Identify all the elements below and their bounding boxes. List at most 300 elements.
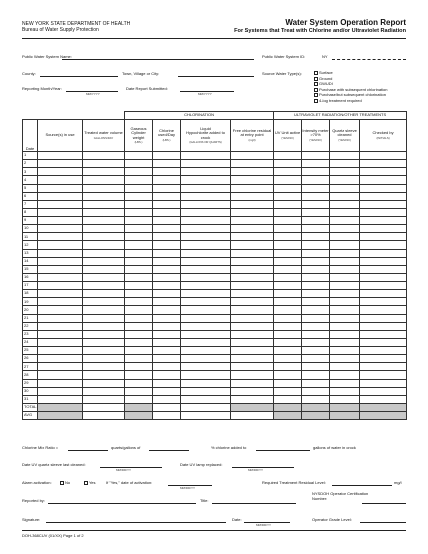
table-cell[interactable] — [181, 200, 231, 208]
table-cell[interactable] — [231, 355, 274, 363]
table-cell[interactable] — [125, 395, 153, 403]
title-field[interactable] — [212, 503, 296, 504]
table-cell[interactable] — [83, 322, 125, 330]
table-cell[interactable] — [153, 371, 181, 379]
lamp-date-field[interactable] — [232, 467, 294, 468]
table-cell[interactable] — [330, 192, 360, 200]
table-cell[interactable] — [360, 192, 407, 200]
table-cell[interactable] — [153, 355, 181, 363]
table-cell[interactable] — [231, 387, 274, 395]
table-cell[interactable] — [330, 282, 360, 290]
table-cell[interactable] — [302, 355, 330, 363]
checkbox-icon[interactable] — [314, 99, 318, 103]
table-cell[interactable] — [83, 355, 125, 363]
table-cell[interactable] — [83, 282, 125, 290]
table-cell[interactable] — [360, 265, 407, 273]
source-type-ground[interactable]: Ground — [314, 76, 388, 82]
table-cell[interactable] — [125, 208, 153, 216]
checkbox-icon[interactable] — [314, 71, 318, 75]
table-cell[interactable] — [330, 257, 360, 265]
table-cell[interactable] — [302, 241, 330, 249]
table-cell[interactable] — [330, 273, 360, 281]
table-cell[interactable] — [274, 184, 302, 192]
table-cell[interactable] — [360, 217, 407, 225]
system-name-field[interactable] — [62, 59, 254, 60]
checkbox-icon[interactable] — [60, 481, 64, 485]
table-cell[interactable] — [274, 217, 302, 225]
table-cell[interactable] — [83, 217, 125, 225]
table-cell[interactable] — [302, 282, 330, 290]
table-cell[interactable] — [83, 273, 125, 281]
table-cell[interactable] — [83, 371, 125, 379]
table-cell[interactable] — [38, 233, 83, 241]
table-cell[interactable] — [125, 314, 153, 322]
table-cell[interactable] — [231, 338, 274, 346]
table-cell[interactable] — [231, 347, 274, 355]
table-cell[interactable] — [360, 273, 407, 281]
table-cell[interactable] — [181, 192, 231, 200]
table-cell[interactable] — [231, 265, 274, 273]
table-cell[interactable] — [181, 225, 231, 233]
table-cell[interactable] — [302, 225, 330, 233]
table-cell[interactable] — [330, 306, 360, 314]
table-cell[interactable] — [153, 282, 181, 290]
table-cell[interactable] — [231, 184, 274, 192]
alarm-yes-option[interactable]: Yes — [84, 480, 96, 485]
table-cell[interactable] — [360, 298, 407, 306]
table-cell[interactable] — [274, 273, 302, 281]
table-cell[interactable] — [181, 338, 231, 346]
table-cell[interactable] — [83, 330, 125, 338]
table-cell[interactable] — [330, 184, 360, 192]
table-cell[interactable] — [153, 322, 181, 330]
table-cell[interactable] — [181, 290, 231, 298]
table-cell[interactable] — [38, 200, 83, 208]
table-cell[interactable] — [330, 200, 360, 208]
table-cell[interactable] — [231, 152, 274, 160]
quartz-date-field[interactable] — [100, 467, 162, 468]
table-cell[interactable] — [231, 225, 274, 233]
table-cell[interactable] — [330, 249, 360, 257]
table-cell[interactable] — [125, 192, 153, 200]
table-cell[interactable] — [83, 233, 125, 241]
county-field[interactable] — [40, 76, 118, 77]
table-cell[interactable] — [302, 160, 330, 168]
table-cell[interactable] — [360, 160, 407, 168]
table-cell[interactable] — [231, 306, 274, 314]
table-cell[interactable] — [181, 273, 231, 281]
table-cell[interactable] — [153, 363, 181, 371]
table-cell[interactable] — [231, 160, 274, 168]
table-cell[interactable] — [274, 225, 302, 233]
table-cell[interactable] — [302, 265, 330, 273]
system-id-field[interactable] — [332, 59, 406, 60]
table-cell[interactable] — [231, 217, 274, 225]
table-cell[interactable] — [360, 257, 407, 265]
table-cell[interactable] — [302, 200, 330, 208]
table-cell[interactable] — [153, 152, 181, 160]
table-cell[interactable] — [231, 290, 274, 298]
table-cell[interactable] — [38, 290, 83, 298]
table-cell[interactable] — [302, 395, 330, 403]
table-cell[interactable] — [274, 395, 302, 403]
table-cell[interactable] — [302, 338, 330, 346]
table-cell[interactable] — [125, 184, 153, 192]
table-cell[interactable] — [38, 217, 83, 225]
table-cell[interactable] — [83, 306, 125, 314]
table-cell[interactable] — [330, 322, 360, 330]
table-cell[interactable] — [274, 338, 302, 346]
table-cell[interactable] — [125, 273, 153, 281]
grade-field[interactable] — [360, 522, 406, 523]
table-cell[interactable] — [125, 152, 153, 160]
table-cell[interactable] — [274, 152, 302, 160]
table-cell[interactable] — [83, 208, 125, 216]
table-cell[interactable] — [360, 290, 407, 298]
table-cell[interactable] — [125, 217, 153, 225]
checkbox-icon[interactable] — [314, 77, 318, 81]
table-cell[interactable] — [83, 395, 125, 403]
table-cell[interactable] — [274, 249, 302, 257]
table-cell[interactable] — [330, 371, 360, 379]
table-cell[interactable] — [38, 160, 83, 168]
table-cell[interactable] — [274, 192, 302, 200]
table-cell[interactable] — [125, 176, 153, 184]
table-cell[interactable] — [153, 241, 181, 249]
table-cell[interactable] — [231, 363, 274, 371]
table-cell[interactable] — [38, 371, 83, 379]
table-cell[interactable] — [360, 338, 407, 346]
table-cell[interactable] — [153, 395, 181, 403]
table-cell[interactable] — [360, 379, 407, 387]
table-cell[interactable] — [38, 322, 83, 330]
residual-field[interactable] — [332, 485, 392, 486]
table-cell[interactable] — [231, 330, 274, 338]
table-cell[interactable] — [153, 200, 181, 208]
table-cell[interactable] — [83, 168, 125, 176]
table-cell[interactable] — [181, 371, 231, 379]
table-cell[interactable] — [231, 257, 274, 265]
table-cell[interactable] — [153, 290, 181, 298]
table-cell[interactable] — [181, 160, 231, 168]
table-cell[interactable] — [38, 152, 83, 160]
table-cell[interactable] — [330, 314, 360, 322]
table-cell[interactable] — [38, 379, 83, 387]
table-cell[interactable] — [38, 192, 83, 200]
checkbox-icon[interactable] — [314, 88, 318, 92]
table-cell[interactable] — [274, 160, 302, 168]
table-cell[interactable] — [181, 314, 231, 322]
town-field[interactable] — [178, 76, 254, 77]
table-cell[interactable] — [181, 265, 231, 273]
table-cell[interactable] — [153, 387, 181, 395]
table-cell[interactable] — [360, 152, 407, 160]
table-cell[interactable] — [330, 290, 360, 298]
table-cell[interactable] — [302, 249, 330, 257]
table-cell[interactable] — [83, 363, 125, 371]
table-cell[interactable] — [125, 282, 153, 290]
table-cell[interactable] — [83, 265, 125, 273]
table-cell[interactable] — [181, 249, 231, 257]
table-cell[interactable] — [181, 233, 231, 241]
table-cell[interactable] — [181, 363, 231, 371]
table-cell[interactable] — [231, 298, 274, 306]
table-cell[interactable] — [360, 355, 407, 363]
table-cell[interactable] — [125, 168, 153, 176]
table-cell[interactable] — [302, 217, 330, 225]
table-cell[interactable] — [360, 225, 407, 233]
table-cell[interactable] — [274, 265, 302, 273]
table-cell[interactable] — [330, 208, 360, 216]
table-cell[interactable] — [38, 330, 83, 338]
table-cell[interactable] — [38, 306, 83, 314]
table-cell[interactable] — [330, 355, 360, 363]
signature-field[interactable] — [46, 522, 226, 523]
table-cell[interactable] — [153, 168, 181, 176]
table-cell[interactable] — [153, 225, 181, 233]
table-cell[interactable] — [302, 347, 330, 355]
table-cell[interactable] — [153, 233, 181, 241]
table-cell[interactable] — [360, 371, 407, 379]
table-cell[interactable] — [360, 241, 407, 249]
checkbox-icon[interactable] — [84, 481, 88, 485]
table-cell[interactable] — [125, 265, 153, 273]
table-cell[interactable] — [38, 265, 83, 273]
table-cell[interactable] — [360, 347, 407, 355]
source-type-gwudi[interactable]: GWUDI — [314, 81, 388, 87]
table-cell[interactable] — [360, 282, 407, 290]
table-cell[interactable] — [181, 168, 231, 176]
table-cell[interactable] — [181, 395, 231, 403]
table-cell[interactable] — [83, 347, 125, 355]
table-cell[interactable] — [125, 363, 153, 371]
table-cell[interactable] — [360, 387, 407, 395]
table-cell[interactable] — [181, 347, 231, 355]
table-cell[interactable] — [302, 152, 330, 160]
table-cell[interactable] — [125, 233, 153, 241]
table-cell[interactable] — [125, 330, 153, 338]
table-cell[interactable] — [231, 282, 274, 290]
table-cell[interactable] — [274, 176, 302, 184]
table-cell[interactable] — [330, 298, 360, 306]
table-cell[interactable] — [153, 379, 181, 387]
table-cell[interactable] — [330, 241, 360, 249]
table-cell[interactable] — [83, 257, 125, 265]
table-cell[interactable] — [360, 330, 407, 338]
table-cell[interactable] — [302, 314, 330, 322]
table-cell[interactable] — [153, 160, 181, 168]
table-cell[interactable] — [274, 387, 302, 395]
table-cell[interactable] — [302, 298, 330, 306]
table-cell[interactable] — [231, 395, 274, 403]
reported-by-field[interactable] — [48, 503, 196, 504]
table-cell[interactable] — [360, 363, 407, 371]
table-cell[interactable] — [231, 314, 274, 322]
source-type-surface[interactable]: Surface — [314, 70, 388, 76]
table-cell[interactable] — [360, 184, 407, 192]
table-cell[interactable] — [231, 273, 274, 281]
table-cell[interactable] — [274, 314, 302, 322]
table-cell[interactable] — [360, 314, 407, 322]
table-cell[interactable] — [181, 184, 231, 192]
table-cell[interactable] — [181, 257, 231, 265]
table-cell[interactable] — [302, 290, 330, 298]
table-cell[interactable] — [125, 200, 153, 208]
table-cell[interactable] — [181, 387, 231, 395]
table-cell[interactable] — [330, 176, 360, 184]
source-type-4log[interactable]: 4-log treatment required — [314, 98, 388, 104]
table-cell[interactable] — [302, 192, 330, 200]
table-cell[interactable] — [360, 395, 407, 403]
table-cell[interactable] — [274, 241, 302, 249]
table-cell[interactable] — [125, 249, 153, 257]
table-cell[interactable] — [83, 338, 125, 346]
table-cell[interactable] — [274, 257, 302, 265]
table-cell[interactable] — [330, 363, 360, 371]
table-cell[interactable] — [231, 249, 274, 257]
table-cell[interactable] — [181, 241, 231, 249]
alarm-no-option[interactable]: No — [60, 480, 70, 485]
table-cell[interactable] — [360, 168, 407, 176]
table-cell[interactable] — [302, 306, 330, 314]
table-cell[interactable] — [38, 176, 83, 184]
source-type-purchase-but[interactable]: Purchase/but subsequent chlorination — [314, 92, 388, 98]
table-cell[interactable] — [231, 322, 274, 330]
table-cell[interactable] — [125, 225, 153, 233]
table-cell[interactable] — [38, 282, 83, 290]
table-cell[interactable] — [181, 379, 231, 387]
table-cell[interactable] — [38, 355, 83, 363]
table-cell[interactable] — [181, 217, 231, 225]
table-cell[interactable] — [360, 208, 407, 216]
table-cell[interactable] — [302, 233, 330, 241]
table-cell[interactable] — [330, 168, 360, 176]
table-cell[interactable] — [38, 249, 83, 257]
table-cell[interactable] — [231, 176, 274, 184]
table-cell[interactable] — [274, 371, 302, 379]
table-cell[interactable] — [38, 168, 83, 176]
table-cell[interactable] — [274, 298, 302, 306]
table-cell[interactable] — [153, 265, 181, 273]
table-cell[interactable] — [83, 387, 125, 395]
table-cell[interactable] — [330, 233, 360, 241]
table-cell[interactable] — [302, 257, 330, 265]
table-cell[interactable] — [330, 347, 360, 355]
table-cell[interactable] — [330, 152, 360, 160]
table-cell[interactable] — [360, 306, 407, 314]
table-cell[interactable] — [274, 306, 302, 314]
table-cell[interactable] — [302, 184, 330, 192]
checkbox-icon[interactable] — [314, 82, 318, 86]
table-cell[interactable] — [274, 290, 302, 298]
table-cell[interactable] — [153, 330, 181, 338]
table-cell[interactable] — [83, 152, 125, 160]
table-cell[interactable] — [231, 200, 274, 208]
table-cell[interactable] — [125, 241, 153, 249]
table-cell[interactable] — [302, 371, 330, 379]
table-cell[interactable] — [330, 265, 360, 273]
table-cell[interactable] — [274, 355, 302, 363]
mix-pct-field[interactable] — [149, 450, 189, 451]
table-cell[interactable] — [274, 363, 302, 371]
table-cell[interactable] — [38, 395, 83, 403]
table-cell[interactable] — [38, 363, 83, 371]
table-cell[interactable] — [153, 257, 181, 265]
table-cell[interactable] — [83, 184, 125, 192]
table-cell[interactable] — [153, 184, 181, 192]
table-cell[interactable] — [153, 347, 181, 355]
table-cell[interactable] — [302, 322, 330, 330]
table-cell[interactable] — [274, 347, 302, 355]
table-cell[interactable] — [83, 249, 125, 257]
table-cell[interactable] — [125, 160, 153, 168]
table-cell[interactable] — [125, 306, 153, 314]
table-cell[interactable] — [38, 225, 83, 233]
table-cell[interactable] — [125, 298, 153, 306]
table-cell[interactable] — [83, 379, 125, 387]
table-cell[interactable] — [360, 200, 407, 208]
table-cell[interactable] — [330, 338, 360, 346]
table-cell[interactable] — [83, 241, 125, 249]
table-cell[interactable] — [302, 363, 330, 371]
table-cell[interactable] — [231, 192, 274, 200]
table-cell[interactable] — [181, 176, 231, 184]
table-cell[interactable] — [274, 208, 302, 216]
table-cell[interactable] — [302, 330, 330, 338]
table-cell[interactable] — [181, 208, 231, 216]
table-cell[interactable] — [83, 192, 125, 200]
table-cell[interactable] — [38, 241, 83, 249]
table-cell[interactable] — [274, 168, 302, 176]
table-cell[interactable] — [153, 208, 181, 216]
table-cell[interactable] — [181, 330, 231, 338]
table-cell[interactable] — [83, 225, 125, 233]
table-cell[interactable] — [360, 176, 407, 184]
table-cell[interactable] — [83, 160, 125, 168]
table-cell[interactable] — [330, 217, 360, 225]
table-cell[interactable] — [125, 257, 153, 265]
table-cell[interactable] — [83, 176, 125, 184]
source-type-purchase-with[interactable]: Purchase with subsequent chlorination — [314, 87, 388, 93]
table-cell[interactable] — [153, 298, 181, 306]
table-cell[interactable] — [153, 192, 181, 200]
table-cell[interactable] — [125, 290, 153, 298]
table-cell[interactable] — [83, 298, 125, 306]
table-cell[interactable] — [153, 314, 181, 322]
table-cell[interactable] — [360, 233, 407, 241]
table-cell[interactable] — [274, 200, 302, 208]
table-cell[interactable] — [181, 282, 231, 290]
mix-gallons-field[interactable] — [256, 450, 310, 451]
table-cell[interactable] — [302, 208, 330, 216]
table-cell[interactable] — [231, 168, 274, 176]
table-cell[interactable] — [83, 200, 125, 208]
table-cell[interactable] — [38, 273, 83, 281]
table-cell[interactable] — [330, 395, 360, 403]
table-cell[interactable] — [38, 314, 83, 322]
table-cell[interactable] — [274, 233, 302, 241]
table-cell[interactable] — [231, 379, 274, 387]
table-cell[interactable] — [125, 379, 153, 387]
table-cell[interactable] — [231, 208, 274, 216]
table-cell[interactable] — [38, 257, 83, 265]
table-cell[interactable] — [38, 184, 83, 192]
table-cell[interactable] — [38, 347, 83, 355]
table-cell[interactable] — [38, 387, 83, 395]
table-cell[interactable] — [38, 298, 83, 306]
table-cell[interactable] — [125, 338, 153, 346]
table-cell[interactable] — [153, 306, 181, 314]
